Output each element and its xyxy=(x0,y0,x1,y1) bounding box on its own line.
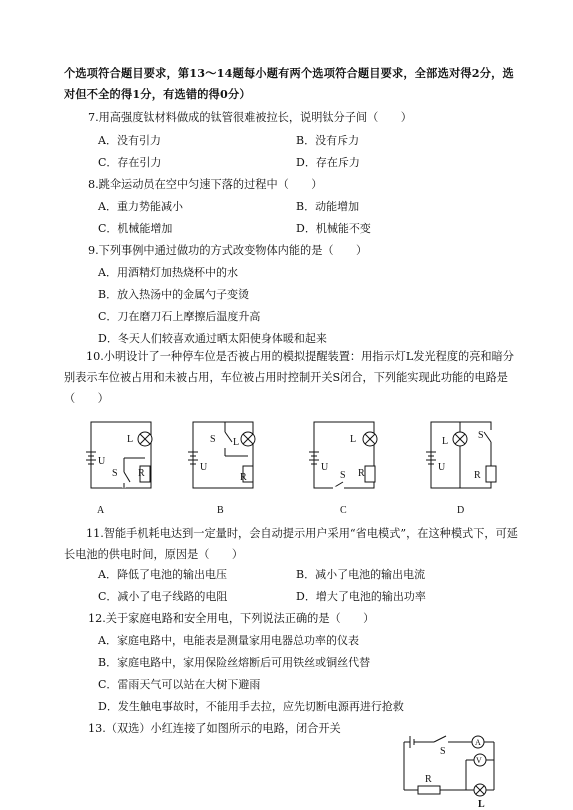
q12-option-c: C．雷雨天气可以站在大树下避雨 xyxy=(98,678,261,691)
q7-option-c: C．存在引力 xyxy=(98,156,162,169)
q12-option-d: D．发生触电事故时，不能用手去拉，应先切断电源再进行抢救 xyxy=(98,700,404,713)
question-11-stem: 11.智能手机耗电达到一定量时，会自动提示用户采用“省电模式”，在这种模式下，可延长电池的供电时间，原因是（ ） xyxy=(64,527,518,561)
circuit-b-lamp-label: L xyxy=(233,437,240,448)
question-10-stem: 10.小明设计了一种停车位是否被占用的模拟提醒装置：用指示灯L发光程度的亮和暗分别表示车位被占用和未被占用，车位被占用时控制开关S闭合，下列能实现此功能的电路是（ ） xyxy=(64,350,514,405)
circuit-d-lamp-label: L xyxy=(442,436,449,447)
question-8-stem: 8.跳伞运动员在空中匀速下落的过程中（ ） xyxy=(88,178,323,191)
circuit-d-switch-label: S xyxy=(478,430,484,441)
q12-option-a: A．家庭电路中，电能表是测量家用电器总功率的仪表 xyxy=(98,634,359,647)
section-instructions: 个选项符合题目要求，第13～14题每小题有两个选项符合题目要求，全部选对得2分，选对但不全的得1分，有选错的得0分） xyxy=(64,66,514,101)
circuit-d-resistor-label: R xyxy=(474,470,481,481)
q8-option-b: B．动能增加 xyxy=(296,200,360,213)
q9-option-b: B．放入热汤中的金属勺子变烫 xyxy=(98,288,250,301)
q13-resistor-label: R xyxy=(425,774,432,785)
circuit-c-lamp-label: L xyxy=(350,434,357,445)
circuit-a-switch-label: S xyxy=(112,468,118,479)
q11-option-d: D．增大了电池的输出功率 xyxy=(296,590,426,603)
q11-option-a: A．降低了电池的输出电压 xyxy=(98,568,227,581)
q7-option-a: A．没有引力 xyxy=(98,134,161,147)
q13-voltmeter-label: V xyxy=(476,756,482,765)
circuit-a-resistor-label: R xyxy=(138,468,145,479)
circuit-c-resistor-label: R xyxy=(358,468,365,479)
circuit-a-source-label: U xyxy=(98,456,106,467)
circuit-d-source-label: U xyxy=(438,462,446,473)
circuit-b-choice: B xyxy=(217,505,224,516)
q10-circuit-diagrams xyxy=(0,412,573,522)
question-7-stem: 7.用高强度钛材料做成的钛管很难被拉长，说明钛分子间（ ） xyxy=(88,111,412,124)
q8-option-d: D．机械能不变 xyxy=(296,222,371,235)
q12-option-b: B．家庭电路中，家用保险丝熔断后可用铁丝或铜丝代替 xyxy=(98,656,371,669)
question-13-stem: 13.（双选）小红连接了如图所示的电路，闭合开关 xyxy=(88,722,341,735)
circuit-a-choice: A xyxy=(97,505,105,516)
q13-circuit-diagram xyxy=(396,730,506,810)
circuit-a-lamp-label: L xyxy=(127,434,134,445)
q9-option-c: C．刀在磨刀石上摩擦后温度升高 xyxy=(98,310,261,323)
q9-option-d: D．冬天人们较喜欢通过晒太阳使身体暖和起来 xyxy=(98,332,327,345)
circuit-c-choice: C xyxy=(340,505,347,516)
q9-option-a: A．用酒精灯加热烧杯中的水 xyxy=(98,266,238,279)
q13-ammeter-label: A xyxy=(475,738,481,747)
circuit-b-source-label: U xyxy=(200,462,208,473)
question-9-stem: 9.下列事例中通过做功的方式改变物体内能的是（ ） xyxy=(88,244,368,257)
q13-lamp-label: L xyxy=(478,799,485,810)
circuit-b-resistor-label: R xyxy=(240,472,247,483)
q8-option-c: C．机械能增加 xyxy=(98,222,173,235)
q11-option-b: B．减小了电池的输出电流 xyxy=(296,568,426,581)
circuit-d-choice: D xyxy=(457,505,465,516)
circuit-b-switch-label: S xyxy=(210,434,216,445)
q8-option-a: A．重力势能减小 xyxy=(98,200,183,213)
question-12-stem: 12.关于家庭电路和安全用电，下列说法正确的是（ ） xyxy=(88,612,375,625)
q7-option-d: D．存在斥力 xyxy=(296,156,360,169)
circuit-c-source-label: U xyxy=(321,462,329,473)
q7-option-b: B．没有斥力 xyxy=(296,134,360,147)
q13-switch-label: S xyxy=(440,746,446,757)
q11-option-c: C．减小了电子线路的电阻 xyxy=(98,590,228,603)
circuit-c-switch-label: S xyxy=(340,470,346,481)
circuit-d xyxy=(426,422,496,488)
